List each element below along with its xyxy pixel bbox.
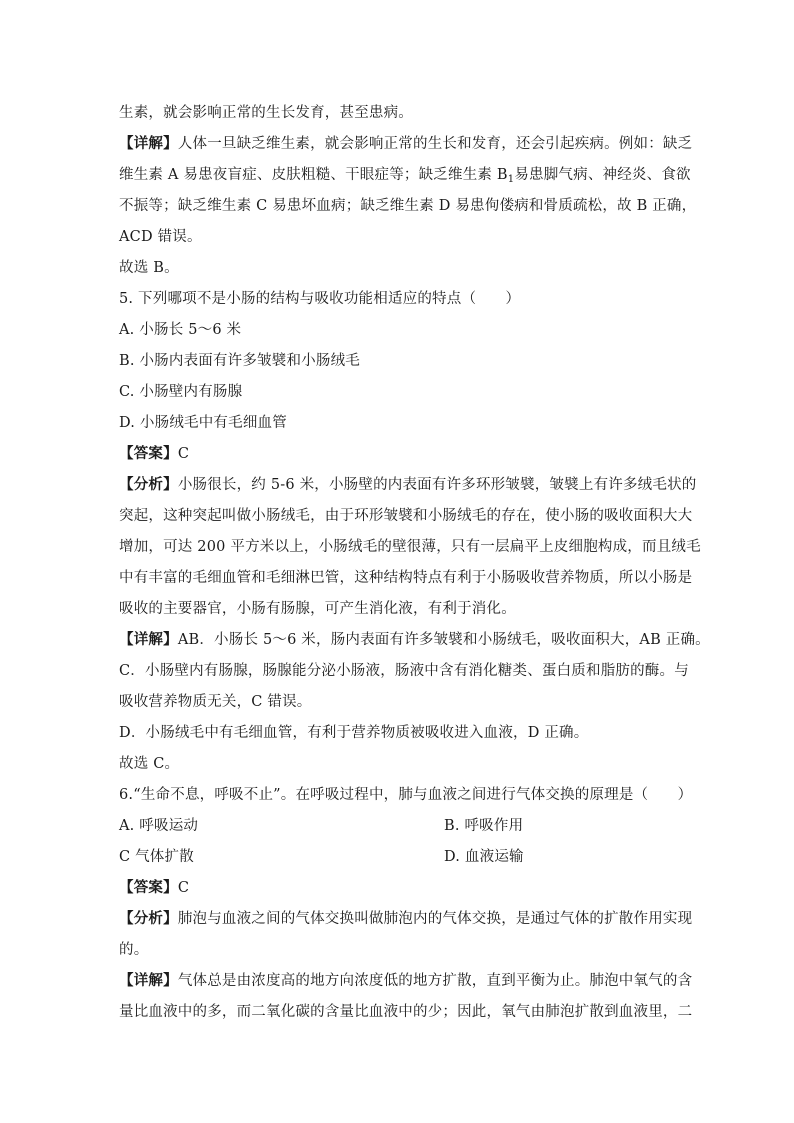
text-line: 突起，这种突起叫做小肠绒毛，由于环形皱襞和小肠绒毛的存在，使小肠的吸收面积大大	[119, 508, 693, 524]
text-line: 吸收的主要器官，小肠有肠腺，可产生消化液，有利于消化。	[119, 601, 516, 617]
option-d: D. 血液运输	[444, 849, 524, 865]
text-line: 吸收营养物质无关，C 错误。	[119, 694, 312, 710]
option-b: B. 小肠内表面有许多皱襞和小肠绒毛	[119, 353, 360, 369]
text-line: 维生素 A 易患夜盲症、皮肤粗糙、干眼症等；缺乏维生素 $B_1$易患脚气病、神经炎、食欲	[119, 167, 691, 185]
text-line: 中有丰富的毛细血管和毛细淋巴管，这种结构特点有利于小肠吸收营养物质，所以小肠是	[119, 570, 693, 586]
detail-label: 【详解】	[119, 135, 178, 152]
answer-label: 【答案】	[119, 445, 178, 462]
answer-line: 【答案】C	[119, 879, 190, 896]
option-b: B. 呼吸作用	[444, 818, 524, 834]
conclusion-line: 故选 B。	[119, 260, 179, 276]
answer-label: 【答案】	[119, 879, 178, 896]
option-c: C 气体扩散	[119, 849, 194, 865]
question-5-stem: 5. 下列哪项不是小肠的结构与吸收功能相适应的特点（ ）	[119, 291, 521, 307]
detail-label: 【详解】	[119, 972, 178, 989]
option-d: D. 小肠绒毛中有毛细血管	[119, 415, 287, 431]
explanation-line: 【详解】人体一旦缺乏维生素，就会影响正常的生长和发育，还会引起疾病。例如：缺乏	[119, 135, 693, 152]
text-line: 生素，就会影响正常的生长发育，甚至患病。	[119, 105, 413, 121]
explanation-line: 【详解】AB．小肠长 5～6 米，肠内表面有许多皱襞和小肠绒毛，吸收面积大，AB 正确。	[119, 631, 710, 648]
conclusion-line: 故选 C。	[119, 756, 180, 772]
question-6-stem: 6.“生命不息，呼吸不止”。在呼吸过程中，肺与血液之间进行气体交换的原理是（ ）	[119, 787, 693, 803]
analysis-label: 【分析】	[119, 910, 178, 927]
analysis-label: 【分析】	[119, 476, 178, 493]
text-line: 的。	[119, 942, 149, 958]
text-line: 量比血液中的多，而二氧化碳的含量比血液中的少；因此，氧气由肺泡扩散到血液里，二	[119, 1004, 693, 1020]
text-line: ACD 错误。	[119, 229, 202, 245]
text-line: 不振等；缺乏维生素 C 易患坏血病；缺乏维生素 D 易患佝偻病和骨质疏松，故 B 正确，	[119, 198, 697, 214]
option-a: A. 小肠长 5～6 米	[119, 322, 242, 338]
option-c: C. 小肠壁内有肠腺	[119, 384, 243, 400]
text-line: 增加，可达 200 平方米以上，小肠绒毛的壁很薄，只有一层扁平上皮细胞构成，而且绒毛	[119, 539, 701, 555]
answer-line: 【答案】C	[119, 445, 190, 462]
option-a: A. 呼吸运动	[119, 818, 199, 834]
detail-label: 【详解】	[119, 631, 178, 648]
explanation-line: 【详解】气体总是由浓度高的地方向浓度低的地方扩散，直到平衡为止。肺泡中氧气的含	[119, 972, 693, 989]
text-line: D．小肠绒毛中有毛细血管，有利于营养物质被吸收进入血液，D 正确。	[119, 725, 589, 741]
analysis-line: 【分析】小肠很长，约 5-6 米，小肠壁的内表面有许多环形皱襞，皱襞上有许多绒毛状的	[119, 476, 697, 493]
analysis-line: 【分析】肺泡与血液之间的气体交换叫做肺泡内的气体交换，是通过气体的扩散作用实现	[119, 910, 693, 927]
text-line: C．小肠壁内有肠腺，肠腺能分泌小肠液，肠液中含有消化糖类、蛋白质和脂肪的酶。与	[119, 663, 689, 679]
